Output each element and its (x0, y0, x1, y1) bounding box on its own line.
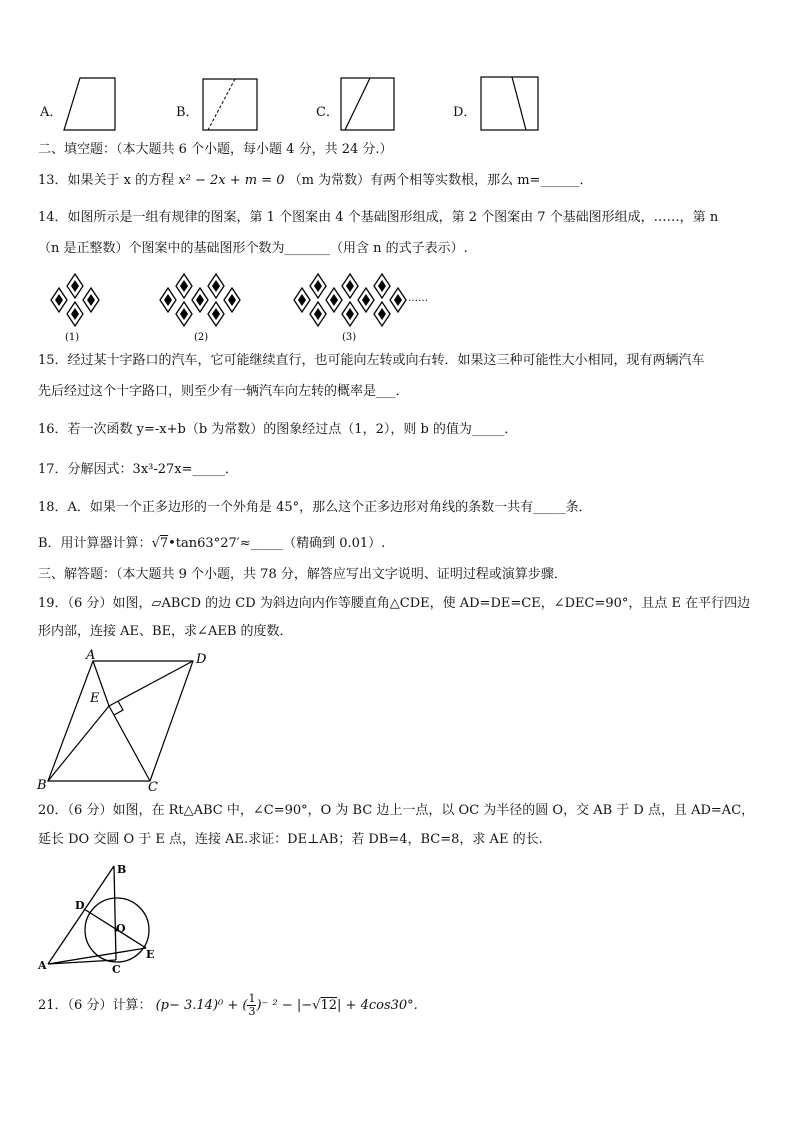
option-b-figure (202, 78, 260, 134)
q20-circle-figure (36, 857, 166, 977)
sqrt-symbol: √ (151, 536, 160, 551)
q19-label-d: D (196, 652, 207, 667)
question-15-line1: 15．经过某十字路口的汽车，它可能继续直行，也可能向左转或向右转．如果这三种可能性大小相同，现有两辆汽车 (38, 353, 705, 368)
option-b-label: B． (176, 105, 199, 120)
q19-label-a: A (86, 648, 96, 663)
question-18b (38, 535, 385, 553)
q21-expr-part3: | + 4cos30°. (337, 998, 418, 1013)
q19-label-e: E (90, 691, 100, 706)
q21-radicand: 12 (320, 998, 338, 1013)
q20-label-c: C (112, 963, 121, 976)
q18b-text-pre: B．用计算器计算： (38, 536, 152, 551)
section-3-heading: 三、解答题：（本大题共 9 个小题，共 78 分，解答应写出文字说明、证明过程或演算步骤． (38, 567, 567, 582)
q21-sqrt-symbol: √ (312, 998, 321, 1013)
pattern-ellipsis: …… (408, 293, 428, 304)
q21-fraction-den: 3 (248, 1005, 256, 1018)
option-d-label: D． (453, 105, 477, 120)
q20-label-e: E (146, 948, 155, 961)
q18b-text-post: •tan63°27′≈_____（精确到 0.01）. (168, 536, 386, 551)
question-19-line2: 形内部，连接 AE、BE，求∠AEB 的度数． (38, 624, 293, 639)
option-c-label: C． (316, 105, 339, 120)
pattern-1 (51, 274, 99, 343)
pattern-3-label: (3) (342, 332, 357, 343)
q13-text-pre: 13．如果关于 x 的方程 (38, 173, 175, 188)
pattern-1-label: (1) (65, 332, 80, 343)
q13-equation: x² − 2x + m = 0 (178, 173, 285, 188)
pattern-2 (160, 274, 240, 343)
option-a-label: A． (40, 105, 63, 120)
q20-label-d: D (75, 899, 85, 912)
question-17: 17．分解因式：3x³-27x=_____． (38, 462, 239, 477)
option-d-figure (479, 76, 541, 134)
q13-text-post: （m 为常数）有两个相等实数根，那么 m=______． (288, 173, 593, 188)
q14-pattern-figure (40, 272, 440, 344)
q20-label-b: B (117, 863, 127, 876)
section-2-heading: 二、填空题：（本大题共 6 个小题，每小题 4 分，共 24 分.） (38, 142, 393, 157)
q19-label-b: B (37, 778, 47, 793)
question-14-line1: 14．如图所示是一组有规律的图案，第 1 个图案由 4 个基础图形组成，第 2 个图案由 7 个基础图形组成，……，第 n (38, 210, 719, 225)
q19-parallelogram-figure (34, 645, 224, 795)
question-16: 16．若一次函数 y=-x+b（b 为常数）的图象经过点（1，2），则 b 的值为_____． (38, 422, 518, 437)
question-21 (38, 993, 418, 1018)
question-13 (38, 172, 592, 190)
pattern-3 (294, 274, 406, 343)
q21-expr-part2: )⁻ ² − |− (256, 998, 313, 1013)
question-20-line2: 延长 DO 交圆 O 于 E 点，连接 AE.求证：DE⊥AB；若 DB=4，BC=8，求 AE 的长. (38, 832, 543, 847)
option-c-figure (339, 77, 397, 133)
q21-text-pre: 21．（6 分）计算： (38, 998, 152, 1013)
question-18a: 18．A．如果一个正多边形的一个外角是 45°，那么这个正多边形对角线的条数一共有_____条． (38, 500, 592, 515)
q20-label-o: O (116, 922, 126, 935)
q20-label-a: A (38, 959, 47, 972)
question-20-line1: 20．（6 分）如图，在 Rt△ABC 中，∠C=90°，O 为 BC 边上一点，以 OC 为半径的圆 O，交 AB 于 D 点，且 AD=AC， (38, 803, 755, 818)
q21-expr-part1: (p− 3.14)⁰ + ( (155, 998, 248, 1013)
q21-fraction-num: 1 (248, 992, 256, 1005)
question-14-line2: （n 是正整数）个图案中的基础图形个数为_______（用含 n 的式子表示）. (38, 241, 468, 256)
option-a-figure (60, 76, 120, 132)
q19-label-c: C (148, 780, 158, 795)
question-19-line1: 19．（6 分）如图，▱ABCD 的边 CD 为斜边向内作等腰直角△CDE，使 AD=DE=CE，∠DEC=90°，且点 E 在平行四边 (38, 596, 751, 611)
q18b-radicand: 7 (159, 536, 169, 551)
question-15-line2: 先后经过这个十字路口，则至少有一辆汽车向左转的概率是___． (38, 384, 409, 399)
pattern-2-label: (2) (194, 332, 209, 343)
